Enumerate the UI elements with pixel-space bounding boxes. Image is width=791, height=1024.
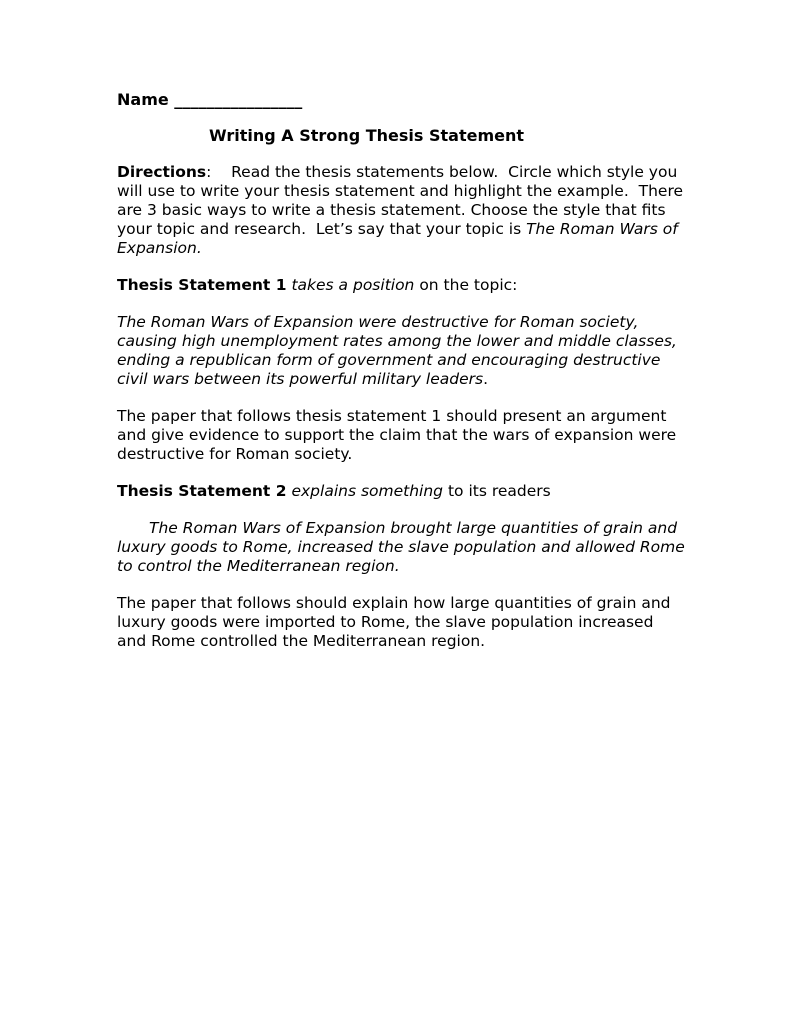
page-title: Writing A Strong Thesis Statement <box>209 126 524 145</box>
thesis-1-explanation: The paper that follows thesis statement 1 should present an argument and give evidence to support the claim that the wars of expansion were destructive for Roman society. <box>117 407 677 463</box>
thesis-1-statement-paragraph <box>117 313 687 389</box>
thesis-1-emphasis: takes a position <box>291 276 415 294</box>
directions-paragraph <box>117 163 687 258</box>
directions-text: Read the thesis statements below. Circle which style you will use to write your thesis statement and highlight the example. There are 3 basic ways to write a thesis statement. Choose the style that fits your topic and research. Let’s say that your topic is <box>117 163 688 238</box>
thesis-2-label: Thesis Statement 2 <box>117 482 287 500</box>
name-blank: ________________ <box>174 90 303 109</box>
thesis-2-statement-paragraph <box>117 519 687 576</box>
thesis-2-statement: The Roman Wars of Expansion brought large quantities of grain and luxury goods to Rome, increased the slave population and allowed Rome to control the Mediterranean region. <box>117 519 685 575</box>
worksheet-page <box>117 90 687 651</box>
thesis-2-emphasis: explains something <box>291 482 444 500</box>
thesis-1-label: Thesis Statement 1 <box>117 276 287 294</box>
directions-label: Directions <box>117 163 207 181</box>
thesis-2-explanation: The paper that follows should explain how large quantities of grain and luxury goods were imported to Rome, the slave population increased and Rome controlled the Mediterranean region. <box>117 594 671 650</box>
thesis-2-rest: to its readers <box>443 482 551 500</box>
directions-colon: : <box>206 163 212 181</box>
thesis-1-rest: on the topic: <box>414 276 518 294</box>
directions-topic: The Roman Wars of Expansion. <box>117 220 678 257</box>
thesis-2-heading <box>117 482 687 501</box>
thesis-1-heading <box>117 276 687 295</box>
name-label: Name <box>117 90 169 109</box>
thesis-1-statement: The Roman Wars of Expansion were destructive for Roman society, causing high unemployment rates among the lower and middle classes, ending a republican form of government and encouraging destructive civil wars between its powerful military leaders <box>117 313 677 388</box>
thesis-1-statement-end: . <box>483 370 489 388</box>
name-line <box>117 90 687 109</box>
